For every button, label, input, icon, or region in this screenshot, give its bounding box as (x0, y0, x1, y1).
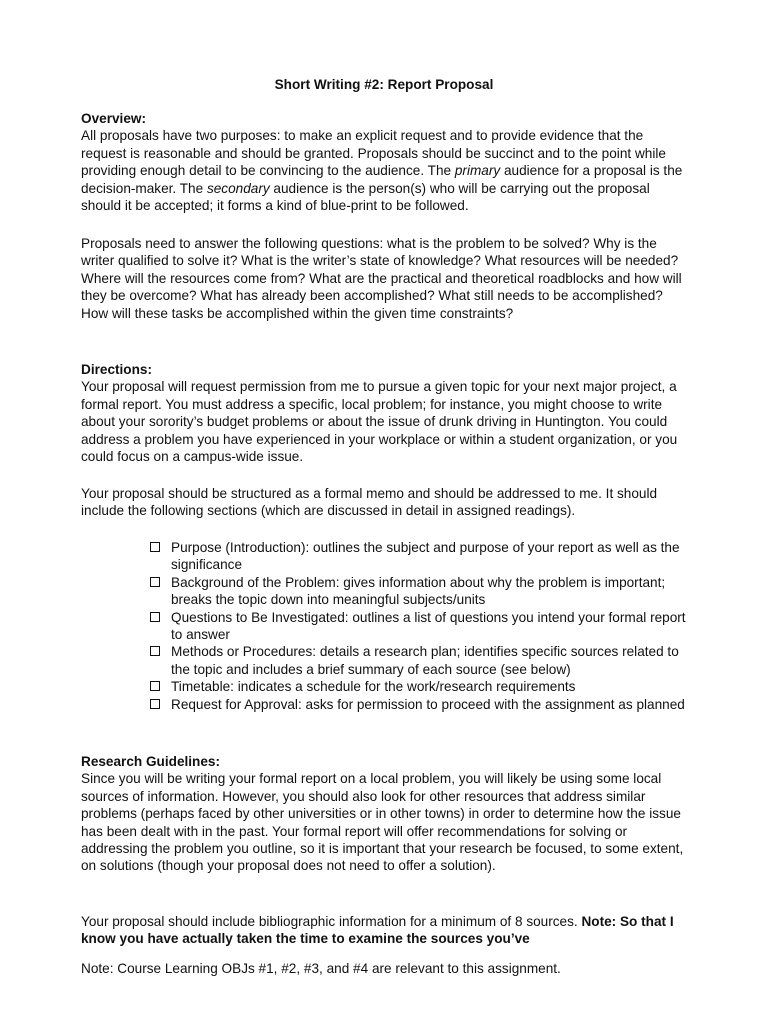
document-title: Short Writing #2: Report Proposal (274, 77, 494, 92)
overview-p1-text-c: audience is the person(s) who will be carrying out the proposal should it be accepted; it forms a kind of blue-print to be followed. (81, 180, 650, 214)
list-item-text: Request for Approval: asks for permission to proceed with the assignment as planned (171, 696, 685, 712)
directions-heading: Directions: (81, 362, 153, 377)
directions-paragraph-2: Your proposal should be structured as a formal memo and should be addressed to me. It should include the following sections (which are discussed in detail in assigned readings). (81, 486, 658, 519)
directions-paragraph-1: Your proposal will request permission from me to pursue a given topic for your next major project, a formal report. You must address a specific, local problem; for instance, you might choose to write about your sorority’s budget problems or about the issue of drunk driving in Huntington. You could address a problem you have experienced in your workplace or within a student organization, or you could focus on a campus-wide issue. (81, 379, 678, 465)
research-heading: Research Guidelines: (81, 754, 221, 769)
research-paragraph-2-wrap (81, 913, 691, 948)
checkbox-icon (150, 646, 160, 656)
research-paragraph-2 (81, 913, 691, 948)
checkbox-icon (150, 699, 160, 709)
research-section (81, 753, 691, 875)
overview-p1-primary: primary (454, 163, 501, 179)
overview-heading: Overview: (81, 111, 146, 126)
overview-p1-text-b: audience for a proposal is the decision-maker. The (81, 163, 683, 196)
list-item (150, 678, 690, 695)
checkbox-icon (150, 612, 160, 622)
overview-paragraph-1 (81, 127, 691, 214)
list-item (150, 643, 690, 678)
list-item-text: Timetable: indicates a schedule for the work/research requirements (171, 679, 576, 695)
research-paragraph-1: Since you will be writing your formal report on a local problem, you will likely be using some local sources of information. However, you should also look for other resources that address similar problems (perhaps faced by other universities or in other towns) in order to determine how the issue has been dealt with in the past. Your formal report will offer recommendations for solving or addressing the problem you outline, so it is important that your research be focused, to some extent, on solutions (though your proposal does not need to offer a solution). (81, 771, 684, 874)
list-item (150, 539, 690, 574)
directions-paragraph-2-wrap (81, 485, 691, 520)
research-p2-text: Your proposal should include bibliographic information for a minimum of 8 sources. (81, 914, 582, 929)
directions-section (81, 361, 691, 465)
research-p2-note: Note: So that I know you have actually taken the time to examine the sources you’ve (81, 914, 674, 947)
list-item-text: Methods or Procedures: details a research plan; identifies specific sources related to the topic and includes a brief summary of each source (see below) (171, 644, 679, 677)
checkbox-icon (150, 577, 160, 587)
list-item (150, 696, 690, 713)
checkbox-icon (150, 542, 160, 552)
list-item-text: Questions to Be Investigated: outlines a list of questions you intend your formal report to answer (171, 609, 686, 643)
list-item (150, 609, 690, 644)
overview-paragraph-2: Proposals need to answer the following questions: what is the problem to be solved? Why is the writer qualified to solve it? What is the writer’s state of knowledge? What resources will be needed? Where will the resources come from? What are the practical and theoretical roadblocks and how will they be overcome? What has already been accomplished? What still needs to be accomplished? How will these tasks be accomplished within the given time constraints? (81, 236, 682, 321)
list-item-text: Background of the Problem: gives information about why the problem is important; breaks the topic down into meaningful subjects/units (171, 574, 666, 608)
list-item-text: Purpose (Introduction): outlines the subject and purpose of your report as well as the significance (171, 540, 680, 573)
overview-paragraph-2-wrap (81, 235, 691, 322)
overview-p1-text-a: All proposals have two purposes: to make an explicit request and to provide evidence that the request is reasonable and should be granted. Proposals should be succinct and to the point while providing enough detail to be convincing to the audience. The (81, 128, 666, 179)
sections-checklist (150, 539, 690, 713)
overview-p1-secondary: secondary (206, 180, 270, 196)
footer-note: Note: Course Learning OBJs #1, #2, #3, and #4 are relevant to this assignment. (81, 961, 561, 976)
overview-section (81, 110, 691, 214)
list-item (150, 574, 690, 609)
checkbox-icon (150, 681, 160, 691)
